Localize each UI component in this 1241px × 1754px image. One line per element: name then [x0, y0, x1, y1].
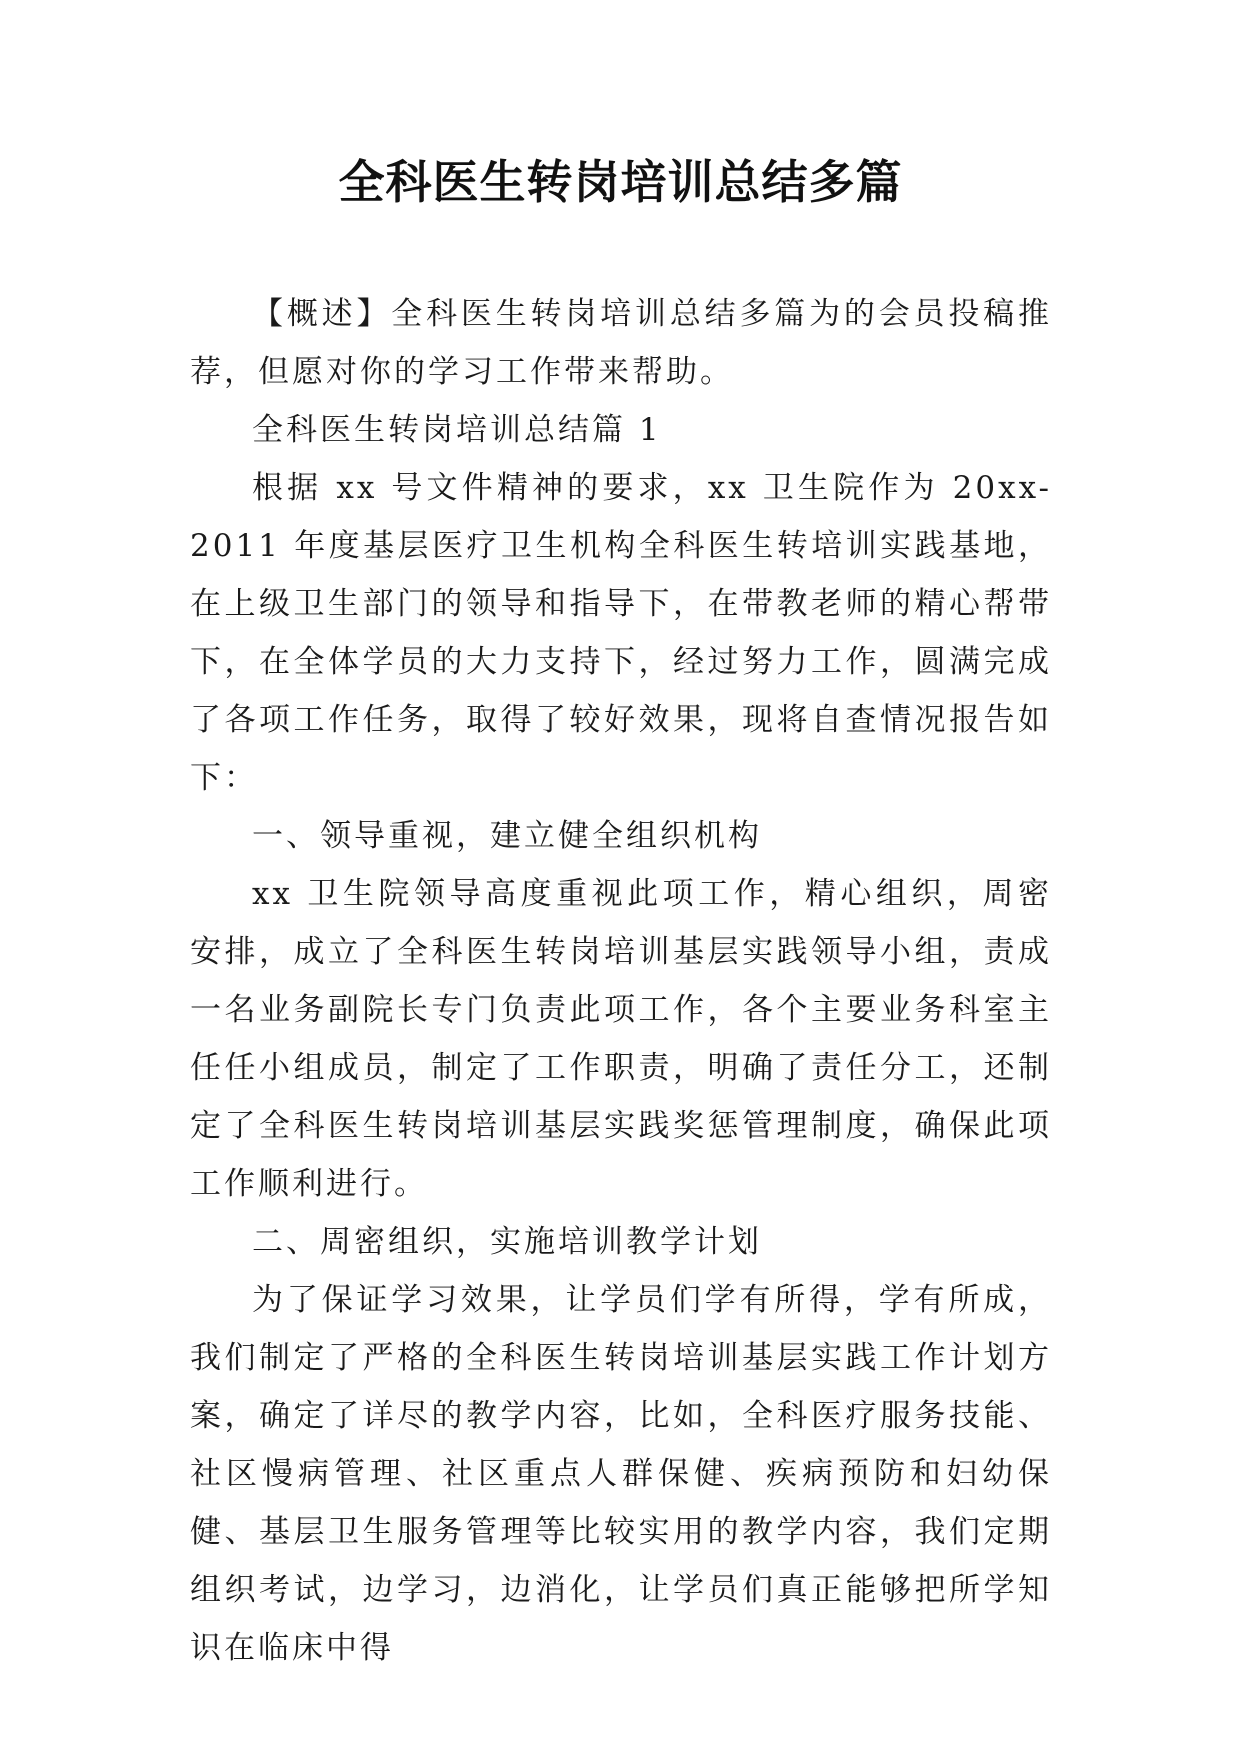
section-heading-part-1: 全科医生转岗培训总结篇 1 [252, 412, 662, 448]
heading-leadership: 一、领导重视，建立健全组织机构 [252, 818, 762, 854]
leadership-paragraph: xx 卫生院领导高度重视此项工作，精心组织，周密安排，成立了全科医生转岗培训基层实践领导小组，责成一名业务副院长专门负责此项工作，各个主要业务科室主任任小组成员，制定了工作职责，明确了责任分工，还制定了全科医生转岗培训基层实践奖惩管理制度，确保此项工作顺利进行。 [190, 876, 1052, 1202]
document-title: 全科医生转岗培训总结多篇 [338, 155, 903, 209]
heading-organization: 二、周密组织，实施培训教学计划 [252, 1224, 762, 1260]
intro-paragraph: 根据 xx 号文件精神的要求，xx 卫生院作为 20xx-2011 年度基层医疗卫生机构全科医生转培训实践基地，在上级卫生部门的领导和指导下，在带教老师的精心帮带下，在全体学员的大力支持下，经过努力工作，圆满完成了各项工作任务，取得了较好效果，现将自查情况报告如下： [190, 470, 1052, 796]
document-body [190, 285, 1052, 1677]
summary-paragraph: 【概述】全科医生转岗培训总结多篇为的会员投稿推荐，但愿对你的学习工作带来帮助。 [190, 296, 1052, 390]
organization-paragraph: 为了保证学习效果，让学员们学有所得，学有所成，我们制定了严格的全科医生转岗培训基层实践工作计划方案，确定了详尽的教学内容，比如，全科医疗服务技能、社区慢病管理、社区重点人群保健、疾病预防和妇幼保健、基层卫生服务管理等比较实用的教学内容，我们定期组织考试，边学习，边消化，让学员们真正能够把所学知识在临床中得 [190, 1282, 1052, 1666]
